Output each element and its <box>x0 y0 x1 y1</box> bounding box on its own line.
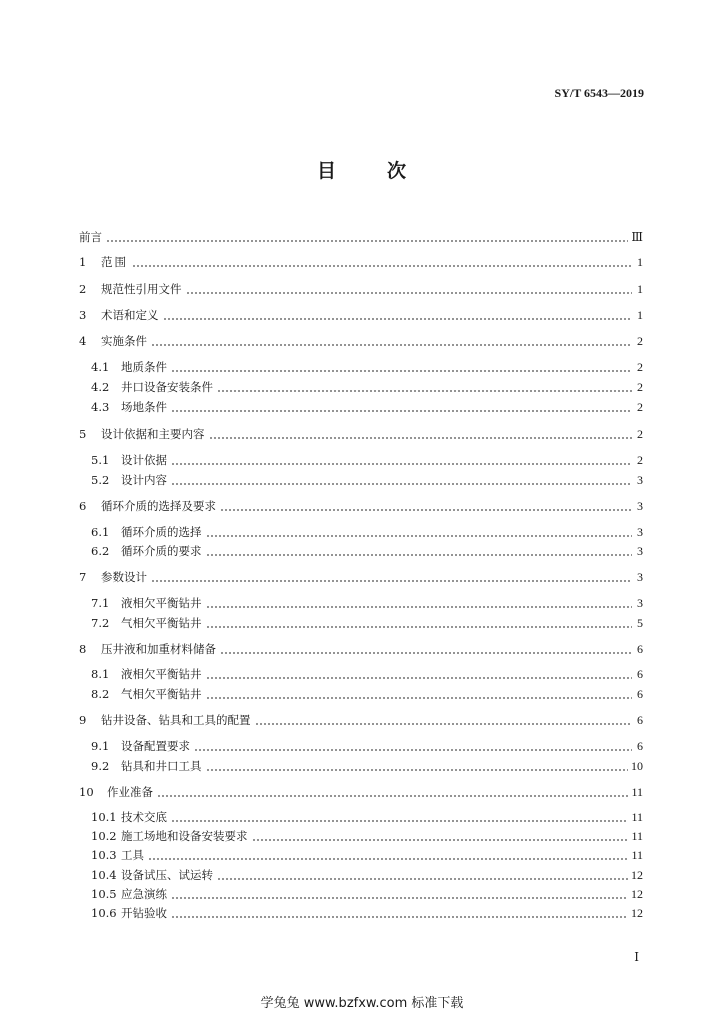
toc-entry[interactable] <box>91 864 643 882</box>
toc-leader-dots <box>171 887 628 901</box>
toc-entry-page: 12 <box>631 887 643 901</box>
toc-entry-label: 设计依据和主要内容 <box>101 427 205 441</box>
toc-leader-dots <box>163 308 633 322</box>
toc-entry-label: 循环介质的要求 <box>121 544 202 558</box>
title-char-2: 次 <box>387 160 408 182</box>
toc-entry-page: 2 <box>637 427 643 441</box>
toc-leader-dots <box>209 427 633 441</box>
toc-entry-page: 12 <box>631 868 643 882</box>
toc-entry[interactable] <box>79 709 643 727</box>
toc-entry[interactable] <box>91 540 643 558</box>
toc-entry-label: 术语和定义 <box>101 308 159 322</box>
toc-entry[interactable] <box>91 396 643 414</box>
toc-entry[interactable] <box>91 612 643 630</box>
title-char-1: 目 <box>316 160 337 182</box>
toc-entry[interactable] <box>91 825 643 843</box>
toc-entry[interactable] <box>91 806 643 824</box>
toc-entry-number: 10.5 <box>91 887 117 901</box>
toc-entry-page: 3 <box>637 473 643 487</box>
toc-leader-dots <box>252 829 629 843</box>
toc-entry-number: 8.1 <box>91 667 110 681</box>
page-title <box>0 156 724 183</box>
toc-leader-dots <box>206 687 633 701</box>
toc-entry[interactable] <box>79 495 643 513</box>
toc-leader-dots <box>220 642 632 656</box>
toc-entry-label: 施工场地和设备安装要求 <box>121 829 248 843</box>
toc-entry[interactable] <box>91 683 643 701</box>
toc-entry-label: 气相欠平衡钻井 <box>121 616 202 630</box>
toc-entry-page: 6 <box>637 739 643 753</box>
toc-leader-dots <box>151 334 632 348</box>
toc-entry-label: 开钻验收 <box>121 906 167 920</box>
toc-entry-label: 压井液和加重材料储备 <box>101 642 216 656</box>
toc-entry-number: 9.1 <box>91 739 110 753</box>
toc-entry-number: 4.3 <box>91 400 110 414</box>
toc-leader-dots <box>206 616 633 630</box>
toc-entry-label: 设计依据 <box>121 453 167 467</box>
toc-entry-number: 4 <box>79 334 87 348</box>
toc-entry[interactable] <box>91 902 643 920</box>
toc-entry[interactable] <box>91 735 643 753</box>
toc-entry-label: 井口设备安装条件 <box>121 380 213 394</box>
toc-entry[interactable] <box>79 226 643 244</box>
toc-leader-dots <box>171 400 632 414</box>
toc-entry-page: 3 <box>637 525 643 539</box>
toc-entry-number: 3 <box>79 308 87 322</box>
toc-entry-label: 液相欠平衡钻井 <box>121 667 202 681</box>
toc-entry-number: 7.1 <box>91 596 110 610</box>
toc-entry[interactable] <box>91 592 643 610</box>
toc-entry-number: 10.4 <box>91 868 117 882</box>
toc-entry-page: 11 <box>631 810 643 824</box>
toc-entry-number: 4.1 <box>91 360 110 374</box>
toc-leader-dots <box>186 282 633 296</box>
toc-entry[interactable] <box>91 844 643 862</box>
toc-entry-label: 气相欠平衡钻井 <box>121 687 202 701</box>
toc-entry[interactable] <box>79 251 643 269</box>
toc-entry[interactable] <box>91 663 643 681</box>
toc-entry-page: 3 <box>637 499 643 513</box>
toc-entry-label: 钻井设备、钻具和工具的配置 <box>101 713 251 727</box>
toc-leader-dots <box>220 499 632 513</box>
toc-entry-page: 2 <box>637 453 643 467</box>
toc-entry-label: 参数设计 <box>101 570 147 584</box>
toc-entry-page: 6 <box>637 667 643 681</box>
toc-entry[interactable] <box>91 469 643 487</box>
site-watermark: 学兔兔 www.bzfxw.com 标准下载 <box>260 996 464 1011</box>
toc-entry[interactable] <box>79 304 643 322</box>
toc-leader-dots <box>206 544 633 558</box>
toc-entry-number: 10.3 <box>91 848 117 862</box>
toc-entry[interactable] <box>79 330 643 348</box>
toc-entry[interactable] <box>79 423 643 441</box>
toc-entry-label: 地质条件 <box>121 360 167 374</box>
toc-leader-dots <box>171 906 628 920</box>
toc-entry[interactable] <box>91 356 643 374</box>
toc-entry-label: 液相欠平衡钻井 <box>121 596 202 610</box>
toc-entry[interactable] <box>79 278 643 296</box>
toc-entry-page: 6 <box>637 687 643 701</box>
toc-entry[interactable] <box>91 449 643 467</box>
toc-entry-number: 7 <box>79 570 87 584</box>
toc-entry[interactable] <box>91 883 643 901</box>
toc-entry-number: 6 <box>79 499 87 513</box>
toc-leader-dots <box>194 739 632 753</box>
toc-entry[interactable] <box>79 566 643 584</box>
toc-leader-dots <box>106 230 628 244</box>
toc-entry-number: 8.2 <box>91 687 110 701</box>
toc-leader-dots <box>206 667 633 681</box>
toc-entry-page: 11 <box>631 785 643 799</box>
toc-leader-dots <box>171 453 632 467</box>
toc-entry-number: 5.2 <box>91 473 110 487</box>
toc-entry-number: 10.1 <box>91 810 117 824</box>
toc-leader-dots <box>206 759 629 773</box>
toc-entry-label: 范围 <box>101 255 128 269</box>
standard-number: SY/T 6543—2019 <box>554 86 644 100</box>
toc-leader-dots <box>148 848 628 862</box>
toc-entry-label: 循环介质的选择 <box>121 525 202 539</box>
toc-entry-label: 作业准备 <box>107 785 153 799</box>
toc-leader-dots <box>217 380 632 394</box>
toc-entry-page: 10 <box>631 759 643 773</box>
toc-entry-label: 场地条件 <box>121 400 167 414</box>
toc-entry-label: 设计内容 <box>121 473 167 487</box>
toc-leader-dots <box>206 525 633 539</box>
toc-entry-page: 2 <box>637 400 643 414</box>
toc-entry-number: 10.6 <box>91 906 117 920</box>
toc-entry-number: 9.2 <box>91 759 110 773</box>
toc-entry-label: 设备试压、试运转 <box>121 868 213 882</box>
toc-entry-page: 5 <box>637 616 643 630</box>
toc-entry-page: 6 <box>637 713 643 727</box>
toc-leader-dots <box>255 713 633 727</box>
toc-entry-page: 2 <box>637 380 643 394</box>
toc-entry-number: 10 <box>79 785 94 799</box>
toc-leader-dots <box>157 785 628 799</box>
page-number: Ⅰ <box>634 950 639 964</box>
toc-entry-page: 3 <box>637 570 643 584</box>
toc-entry-number: 5 <box>79 427 87 441</box>
toc-entry-page: 2 <box>637 334 643 348</box>
toc-entry-number: 6.1 <box>91 525 110 539</box>
toc-entry-label: 设备配置要求 <box>121 739 190 753</box>
toc-entry-page: 1 <box>637 308 643 322</box>
toc-entry-label: 前言 <box>79 230 102 244</box>
toc-entry-number: 4.2 <box>91 380 110 394</box>
toc-entry[interactable] <box>79 781 643 799</box>
toc-entry-label: 循环介质的选择及要求 <box>101 499 216 513</box>
toc-entry-page: 1 <box>637 255 643 269</box>
toc-leader-dots <box>171 473 632 487</box>
toc-entry-number: 10.2 <box>91 829 117 843</box>
toc-entry[interactable] <box>79 638 643 656</box>
toc-entry-page: 3 <box>637 596 643 610</box>
toc-entry-page: 1 <box>637 282 643 296</box>
toc-leader-dots <box>206 596 633 610</box>
toc-entry-page: 11 <box>631 829 643 843</box>
toc-leader-dots <box>171 810 628 824</box>
toc-entry-label: 钻具和井口工具 <box>121 759 202 773</box>
toc-leader-dots <box>132 255 632 269</box>
toc-entry-label: 实施条件 <box>101 334 147 348</box>
toc-entry-number: 8 <box>79 642 87 656</box>
toc-entry[interactable] <box>91 521 643 539</box>
toc-entry-page: 12 <box>631 906 643 920</box>
toc-entry-page: 11 <box>631 848 643 862</box>
toc-entry-number: 7.2 <box>91 616 110 630</box>
toc-entry-page: 2 <box>637 360 643 374</box>
toc-leader-dots <box>217 868 628 882</box>
toc-entry-number: 1 <box>79 255 87 269</box>
toc-entry-number: 2 <box>79 282 87 296</box>
toc-entry-page: 6 <box>637 642 643 656</box>
toc-entry-label: 规范性引用文件 <box>101 282 182 296</box>
toc-leader-dots <box>151 570 632 584</box>
toc-entry[interactable] <box>91 376 643 394</box>
toc-entry-label: 工具 <box>121 848 144 862</box>
toc-entry-label: 技术交底 <box>121 810 167 824</box>
toc-entry-page: Ⅲ <box>631 230 643 244</box>
toc-entry-page: 3 <box>637 544 643 558</box>
toc-entry-label: 应急演练 <box>121 887 167 901</box>
toc-entry-number: 5.1 <box>91 453 110 467</box>
toc-entry[interactable] <box>91 755 643 773</box>
toc-entry-number: 6.2 <box>91 544 110 558</box>
toc-leader-dots <box>171 360 632 374</box>
toc-entry-number: 9 <box>79 713 87 727</box>
